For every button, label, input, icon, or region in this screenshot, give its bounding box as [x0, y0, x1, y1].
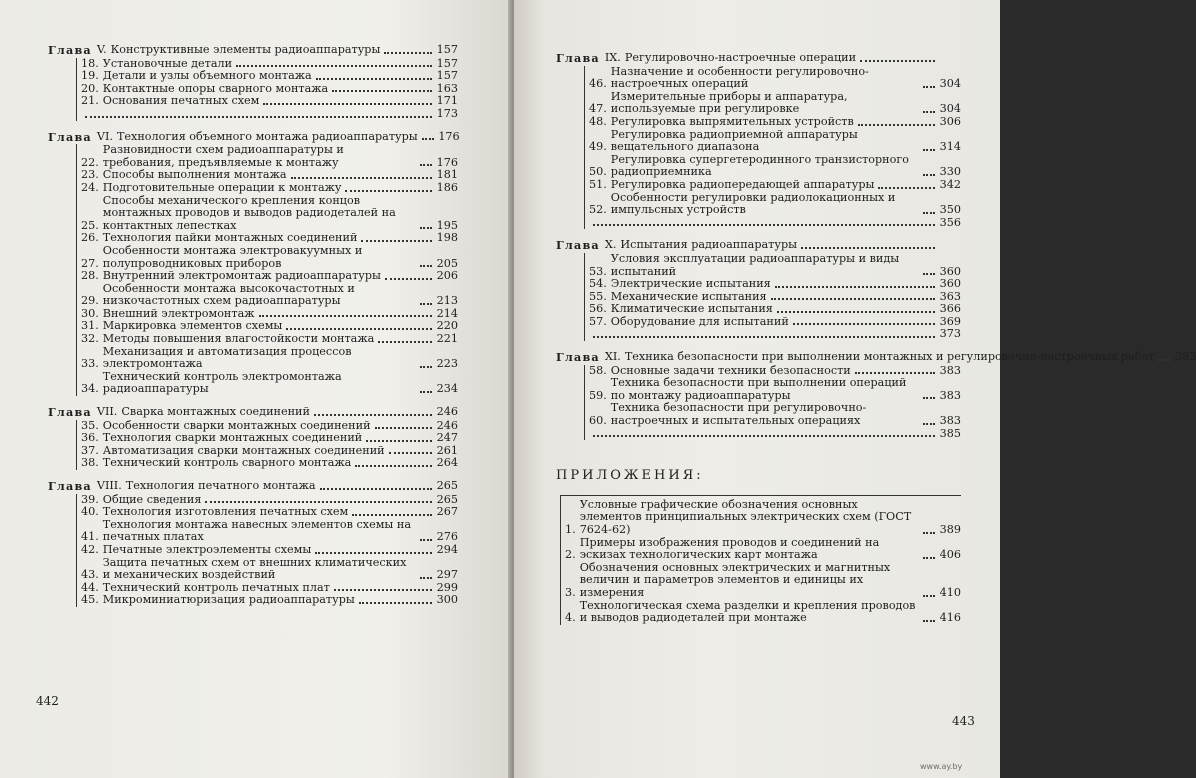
entry-page: 173 — [436, 106, 458, 120]
chapter-title: Технология объемного монтажа радиоаппаратуры — [116, 129, 418, 143]
entry-number: 24. — [81, 180, 99, 194]
toc-entry — [81, 182, 458, 195]
entry-number: 38. — [81, 456, 99, 470]
toc-entry — [589, 179, 961, 192]
dot-leader — [334, 589, 432, 591]
toc-entry — [589, 91, 961, 116]
dot-leader — [420, 539, 432, 541]
dot-leader — [345, 190, 432, 192]
toc-entry — [81, 144, 458, 169]
entry-title: Климатические испытания — [610, 302, 773, 316]
dot-leader — [359, 602, 432, 604]
dot-leader — [236, 65, 432, 67]
entry-page: 410 — [939, 585, 961, 599]
entry-page: 213 — [436, 294, 458, 308]
entry-title: Внутренний электромонтаж радиоаппаратуры — [102, 269, 381, 283]
chapter-page: 383 — [1174, 350, 1196, 364]
dot-leader — [923, 423, 935, 425]
chapter-label: Глава — [48, 129, 92, 144]
entry-number: 32. — [81, 332, 99, 346]
chapter-block — [48, 44, 458, 121]
entry-page: 373 — [939, 327, 961, 341]
chapter-block — [556, 350, 1196, 440]
chapter-block — [48, 406, 458, 470]
entry-number: 59. — [589, 388, 607, 402]
chapter-items — [76, 144, 458, 396]
chapter-title: Техника безопасности при выполнении монтажных и регулировочно-настроечных работ — [624, 350, 1155, 364]
entry-number: 40. — [81, 505, 99, 519]
dot-leader — [593, 336, 935, 338]
entry-title: Особенности монтажа электровакуумных и полупроводниковых приборов — [102, 243, 363, 270]
entry-page: 157 — [436, 56, 458, 70]
chapter-title: Конструктивные элементы радиоаппаратуры — [110, 43, 381, 56]
entry-title: Технический контроль электромонтажа радиоаппаратуры — [102, 369, 342, 396]
chapter-block — [556, 52, 961, 229]
entry-title: Способы выполнения монтажа — [102, 168, 287, 182]
entry-number: 25. — [81, 218, 99, 232]
dot-leader — [878, 187, 935, 189]
entry-page: 214 — [436, 306, 458, 320]
entry-page: 363 — [939, 289, 961, 303]
toc-entry — [589, 154, 961, 179]
entry-number: 58. — [589, 363, 607, 377]
entry-number: 41. — [81, 530, 99, 544]
entry-title: Внешний электромонтаж — [102, 306, 255, 320]
dot-leader — [314, 414, 432, 416]
entry-number: 53. — [589, 264, 607, 278]
dot-leader — [923, 111, 935, 113]
chapter-title: Сварка монтажных соединений — [121, 405, 310, 419]
dot-leader — [923, 86, 935, 88]
left-page-number: 442 — [36, 694, 59, 708]
toc-entry — [565, 499, 961, 537]
chapter-numeral: VIII. — [96, 479, 122, 492]
dot-leader — [352, 514, 432, 516]
toc-entry — [81, 245, 458, 270]
entry-number: 34. — [81, 382, 99, 396]
entry-number: 60. — [589, 414, 607, 428]
chapter-title: Испытания радиоаппаратуры — [620, 238, 798, 252]
right-page-number: 443 — [952, 714, 975, 728]
entry-number: 35. — [81, 418, 99, 432]
entry-number: 33. — [81, 357, 99, 371]
entry-title: Электрические испытания — [610, 277, 771, 291]
toc-entry — [565, 537, 961, 562]
dot-leader — [923, 532, 935, 534]
dot-leader — [316, 78, 432, 80]
entry-number: 51. — [589, 177, 607, 191]
entry-title: Автоматизация сварки монтажных соединений — [102, 443, 385, 457]
entry-page: 195 — [436, 218, 458, 232]
entry-number: 47. — [589, 102, 607, 116]
right-chapters — [556, 51, 1196, 440]
dot-leader — [332, 90, 432, 92]
entry-page: 186 — [436, 180, 458, 194]
entry-page: 181 — [436, 168, 458, 182]
entry-title: Технический контроль печатных плат — [102, 580, 330, 594]
entry-title: Микроминиатюризация радиоаппаратуры — [102, 593, 355, 607]
entry-title: Механизация и автоматизация процессов электромонтажа — [102, 344, 352, 371]
dot-leader — [420, 366, 432, 368]
entry-number: 49. — [589, 140, 607, 154]
dot-leader — [860, 60, 935, 62]
chapter-items — [584, 253, 961, 341]
entry-number: 36. — [81, 431, 99, 445]
toc-entry — [589, 328, 961, 341]
entry-title: Технология изготовления печатных схем — [102, 505, 349, 519]
entry-page: 223 — [436, 357, 458, 371]
chapter-block — [48, 131, 458, 396]
entry-title: Техника безопасности при регулировочно-настроечных и испытательных операциях — [610, 401, 867, 428]
entry-page: 304 — [939, 102, 961, 116]
dot-leader — [85, 116, 432, 118]
dot-leader — [205, 501, 432, 503]
entry-number: 48. — [589, 114, 607, 128]
entry-number: 46. — [589, 77, 607, 91]
entry-title: Измерительные приборы и аппаратура, используемые при регулировке — [610, 89, 848, 116]
entry-number: 3. — [565, 585, 576, 599]
dot-leader — [315, 552, 432, 554]
dot-leader — [420, 227, 432, 229]
entry-page: 276 — [436, 530, 458, 544]
entry-page: 366 — [939, 302, 961, 316]
entry-number: 29. — [81, 294, 99, 308]
dot-leader — [923, 273, 935, 275]
toc-entry — [81, 70, 458, 83]
dot-leader — [378, 341, 432, 343]
entry-title: Маркировка элементов схемы — [102, 319, 283, 333]
entry-number: 22. — [81, 155, 99, 169]
entry-title: Детали и узлы объемного монтажа — [102, 69, 312, 83]
chapter-items — [584, 66, 961, 230]
entry-title: Защита печатных схем от внешних климатических и механических воздействий — [102, 555, 407, 582]
chapter-label: Глава — [556, 51, 600, 65]
chapter-heading — [556, 239, 961, 252]
chapter-heading — [48, 480, 458, 493]
chapter-page: 176 — [438, 129, 460, 143]
entry-title: Регулировка супергетеродинного транзисторного радиоприемника — [610, 152, 909, 179]
chapter-block — [556, 239, 961, 341]
entry-title: Общие сведения — [102, 492, 202, 506]
chapter-heading — [556, 52, 961, 65]
entry-title: Регулировка радиоприемной аппаратуры вещательного диапазона — [610, 127, 858, 154]
toc-entry — [589, 217, 961, 230]
dot-leader — [923, 557, 935, 559]
chapter-heading — [48, 131, 458, 144]
entry-number: 18. — [81, 56, 99, 70]
entry-page: 406 — [939, 548, 961, 562]
entry-page: 157 — [436, 69, 458, 83]
chapter-block — [48, 480, 458, 607]
toc-entry — [81, 283, 458, 308]
toc-entry — [589, 278, 961, 291]
entry-title: Установочные детали — [102, 56, 233, 70]
dot-leader — [420, 391, 432, 393]
dot-leader — [855, 372, 935, 374]
entry-title: Условия эксплуатации радиоаппаратуры и виды испытаний — [610, 251, 900, 278]
toc-entry — [589, 116, 961, 129]
entry-title: Технология монтажа навесных элементов схемы на печатных платах — [102, 517, 411, 544]
toc-entry — [589, 253, 961, 278]
entry-number: 44. — [81, 580, 99, 594]
chapter-page: 265 — [436, 479, 458, 492]
dot-leader — [320, 488, 432, 490]
entry-number: 39. — [81, 492, 99, 506]
dot-leader — [771, 298, 935, 300]
entry-title: Особенности монтажа высокочастотных и низкочастотных схем радиоаппаратуры — [102, 281, 355, 308]
entry-number: 43. — [81, 568, 99, 582]
entry-number: 20. — [81, 81, 99, 95]
appendix-heading: ПРИЛОЖЕНИЯ: — [556, 468, 704, 484]
entry-page: 234 — [436, 382, 458, 396]
toc-entry — [81, 432, 458, 445]
dot-leader — [420, 577, 432, 579]
dot-leader — [775, 286, 935, 288]
right-table-of-contents — [556, 51, 1196, 625]
chapter-numeral: V. — [96, 43, 107, 56]
toc-entry — [589, 66, 961, 91]
left-page — [0, 0, 512, 778]
dot-leader — [923, 620, 935, 622]
entry-number: 56. — [589, 302, 607, 316]
entry-title: Основания печатных схем — [102, 94, 260, 108]
chapter-title: Регулировочно-настроечные операции — [624, 51, 857, 64]
toc-entry — [565, 600, 961, 625]
dot-leader — [420, 303, 432, 305]
chapter-items — [76, 420, 458, 470]
toc-entry — [589, 316, 961, 329]
entry-title: Разновидности схем радиоаппаратуры и требования, предъявляемые к монтажу — [102, 143, 344, 169]
chapter-numeral: X. — [604, 238, 617, 252]
chapter-heading — [48, 44, 458, 57]
entry-title: Регулировка выпрямительных устройств — [610, 114, 854, 128]
chapter-items — [76, 58, 458, 121]
dot-leader — [793, 323, 935, 325]
entry-page: 171 — [436, 94, 458, 108]
entry-page: 297 — [436, 568, 458, 582]
entry-title: Оборудование для испытаний — [610, 314, 789, 328]
dot-leader — [366, 440, 432, 442]
toc-entry — [81, 333, 458, 346]
entry-number: 54. — [589, 277, 607, 291]
entry-title: Регулировка радиопередающей аппаратуры — [610, 177, 875, 191]
toc-entry — [81, 371, 458, 396]
dot-leader — [923, 212, 935, 214]
dot-leader — [1158, 359, 1170, 361]
entry-number: 26. — [81, 231, 99, 245]
entry-number: 55. — [589, 289, 607, 303]
chapter-items — [584, 365, 961, 441]
toc-entry — [589, 428, 961, 441]
dot-leader — [259, 315, 432, 317]
entry-number: 37. — [81, 443, 99, 457]
entry-number: 2. — [565, 548, 576, 562]
entry-number: 28. — [81, 269, 99, 283]
entry-page: 385 — [939, 426, 961, 440]
entry-title: Методы повышения влагостойкости монтажа — [102, 332, 375, 346]
chapter-numeral: XI. — [604, 350, 621, 364]
entry-page: 221 — [436, 332, 458, 346]
chapter-items — [76, 494, 458, 607]
entry-page: 261 — [436, 443, 458, 457]
toc-entry — [589, 129, 961, 154]
toc-entry — [81, 594, 458, 607]
chapter-label: Глава — [556, 350, 600, 365]
entry-title: Способы механического крепления концов монтажных проводов и выводов радиодеталей на контактных лепестках — [102, 193, 396, 232]
entry-page: 350 — [939, 203, 961, 217]
entry-page: 206 — [436, 269, 458, 283]
entry-number: 42. — [81, 542, 99, 556]
entry-title: Обозначения основных электрических и магнитных величин и параметров элементов и единицы их измерения — [579, 560, 891, 599]
entry-title: Печатные электроэлементы схемы — [102, 542, 312, 556]
entry-page: 330 — [939, 165, 961, 179]
chapter-numeral: VII. — [96, 405, 118, 419]
dot-leader — [355, 465, 432, 467]
entry-page: 265 — [436, 492, 458, 506]
appendix-list — [560, 495, 961, 625]
entry-title: Механические испытания — [610, 289, 767, 303]
entry-title: Основные задачи техники безопасности — [610, 363, 851, 377]
dot-leader — [923, 397, 935, 399]
entry-number: 52. — [589, 203, 607, 217]
dot-leader — [389, 452, 432, 454]
chapter-page: 157 — [436, 43, 458, 56]
chapter-heading — [556, 350, 1196, 365]
entry-title: Технология сварки монтажных соединений — [102, 431, 363, 445]
chapter-page: 246 — [436, 405, 458, 419]
dot-leader — [385, 278, 432, 280]
entry-page: 220 — [436, 319, 458, 333]
dot-leader — [923, 595, 935, 597]
chapter-title: Технология печатного монтажа — [125, 479, 316, 492]
entry-page: 306 — [939, 114, 961, 128]
dot-leader — [593, 224, 935, 226]
dot-leader — [593, 435, 935, 437]
dot-leader — [923, 149, 935, 151]
entry-number: 19. — [81, 69, 99, 83]
watermark: www.ay.by — [920, 762, 963, 771]
toc-entry — [81, 95, 458, 108]
entry-title: Условные графические обозначения основных элементов принципиальных электрических схем (ГОСТ 7624-62) — [579, 497, 912, 536]
dot-leader — [286, 328, 432, 330]
chapter-label: Глава — [48, 479, 92, 493]
entry-number: 45. — [81, 593, 99, 607]
left-table-of-contents — [48, 44, 458, 607]
toc-entry — [81, 270, 458, 283]
entry-number: 50. — [589, 165, 607, 179]
dot-leader — [263, 103, 432, 105]
entry-page: 383 — [939, 414, 961, 428]
chapter-label: Глава — [48, 405, 92, 420]
entry-page: 176 — [436, 155, 458, 169]
entry-page: 264 — [436, 456, 458, 470]
entry-title: Технология пайки монтажных соединений — [102, 231, 358, 245]
toc-entry — [81, 544, 458, 557]
dot-leader — [375, 427, 432, 429]
chapter-numeral: IX. — [604, 51, 621, 64]
entry-page: 300 — [436, 593, 458, 607]
entry-page: 205 — [436, 256, 458, 270]
dot-leader — [858, 124, 935, 126]
entry-title: Технологическая схема разделки и крепления проводов и выводов радиодеталей при монтаже — [579, 598, 916, 625]
chapter-label: Глава — [556, 238, 600, 253]
entry-page: 383 — [939, 388, 961, 402]
chapter-label: Глава — [48, 43, 92, 57]
toc-entry — [589, 402, 961, 427]
entry-page: 383 — [939, 363, 961, 377]
toc-entry — [81, 346, 458, 371]
dot-leader — [384, 52, 432, 54]
entry-number: 57. — [589, 314, 607, 328]
entry-page: 299 — [436, 580, 458, 594]
entry-page: 389 — [939, 523, 961, 536]
entry-title: Контактные опоры сварного монтажа — [102, 81, 329, 95]
dot-leader — [422, 138, 434, 140]
entry-page: 267 — [436, 505, 458, 519]
entry-number: 27. — [81, 256, 99, 270]
entry-title: Подготовительные операции к монтажу — [102, 180, 342, 194]
toc-entry — [589, 303, 961, 316]
entry-page: 198 — [436, 231, 458, 245]
entry-page: 304 — [939, 77, 961, 91]
toc-entry — [81, 519, 458, 544]
entry-title: Особенности регулировки радиолокационных и импульсных устройств — [610, 190, 896, 217]
entry-number: 1. — [565, 523, 576, 536]
entry-page: 342 — [939, 177, 961, 191]
entry-page: 416 — [939, 611, 961, 625]
toc-entry — [81, 195, 458, 233]
entry-page: 163 — [436, 81, 458, 95]
entry-number: 31. — [81, 319, 99, 333]
entry-title: Техника безопасности при выполнении операций по монтажу радиоаппаратуры — [610, 376, 907, 402]
entry-number: 4. — [565, 611, 576, 625]
entry-number: 30. — [81, 306, 99, 320]
entry-title: Назначение и особенности регулировочно-настроечных операций — [610, 64, 869, 91]
entry-page: 356 — [939, 215, 961, 229]
chapter-numeral: VI. — [96, 129, 113, 143]
entry-title: Особенности сварки монтажных соединений — [102, 418, 371, 432]
chapter-heading — [48, 406, 458, 419]
dot-leader — [361, 240, 432, 242]
entry-title: Примеры изображения проводов и соединений на эскизах технологических карт монтажа — [579, 535, 880, 562]
entry-page: 294 — [436, 542, 458, 556]
entry-page: 246 — [436, 418, 458, 432]
right-page — [514, 0, 1196, 778]
entry-page: 369 — [939, 314, 961, 328]
entry-page: 360 — [939, 264, 961, 278]
dot-leader — [420, 164, 432, 166]
dot-leader — [291, 177, 432, 179]
toc-entry — [589, 192, 961, 217]
toc-entry — [81, 557, 458, 582]
dot-leader — [923, 174, 935, 176]
entry-page: 360 — [939, 277, 961, 291]
toc-entry — [81, 108, 458, 121]
toc-entry — [81, 457, 458, 470]
entry-page: 247 — [436, 431, 458, 445]
dot-leader — [420, 265, 432, 267]
dot-leader — [801, 247, 935, 249]
toc-entry — [589, 377, 961, 402]
dot-leader — [777, 311, 935, 313]
entry-title: Технический контроль сварного монтажа — [102, 456, 352, 470]
toc-entry — [81, 506, 458, 519]
toc-entry — [565, 562, 961, 600]
entry-page: 314 — [939, 140, 961, 154]
entry-number: 21. — [81, 94, 99, 108]
entry-number: 23. — [81, 168, 99, 182]
